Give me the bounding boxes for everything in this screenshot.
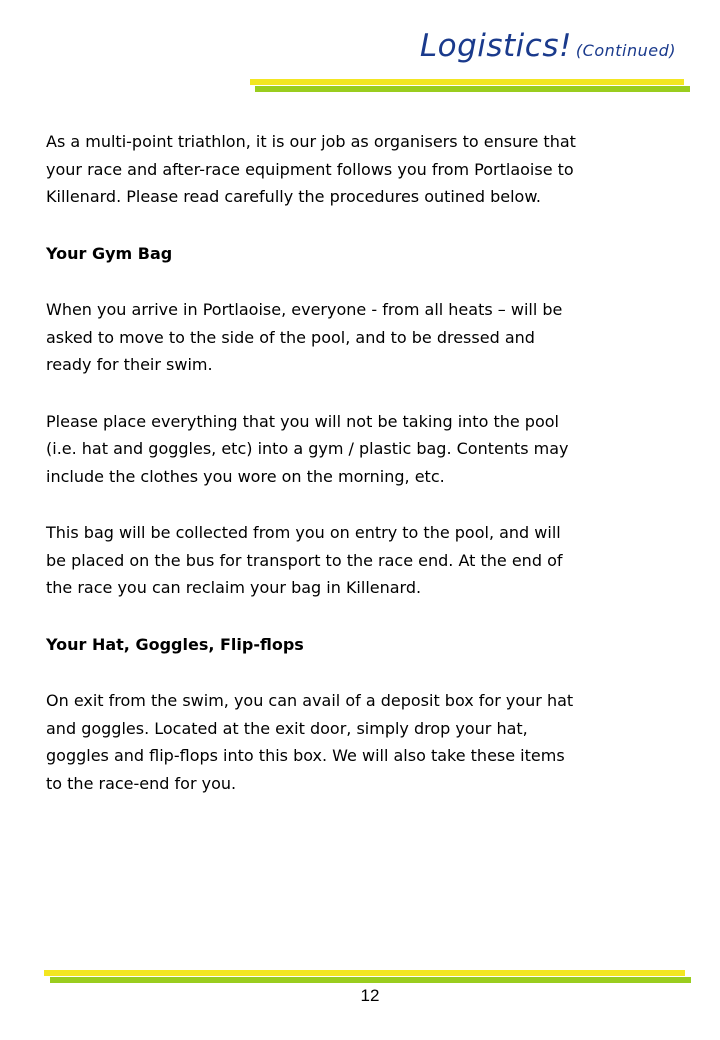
header-rule-green — [255, 86, 690, 92]
gym-bag-paragraph-1: When you arrive in Portlaoise, everyone - from all heats – will be asked to move to the side of the pool, and to be dressed and ready for their swim. — [46, 300, 563, 374]
header-rule-yellow — [250, 79, 684, 85]
footer-rule-yellow — [44, 970, 685, 976]
gym-bag-paragraph-2: Please place everything that you will not be taking into the pool (i.e. hat and goggles, etc) into a gym / plastic bag. Contents may include the clothes you wore on the morning, etc. — [46, 411, 569, 486]
page-title — [420, 28, 676, 64]
hat-goggles-paragraph-1: On exit from the swim, you can avail of a deposit box for your hat and goggles. Located at the exit door, simply drop your hat, goggles and flip-flops into this box. We will also take these items to the race-end for you. — [46, 691, 574, 793]
intro-paragraph: As a multi-point triathlon, it is our job as organisers to ensure that your race and after-race equipment follows you from Portlaoise to Killenard. Please read carefully the procedures outined below. — [46, 132, 576, 206]
gym-bag-paragraph-3: This bag will be collected from you on entry to the pool, and will be placed on the bus for transport to the race end. At the end of the race you can reclaim your bag in Killenard. — [46, 523, 563, 597]
section-heading-hat-goggles: Your Hat, Goggles, Flip-flops — [46, 634, 304, 654]
footer-rule-green — [50, 977, 691, 983]
body-content — [46, 128, 576, 826]
page-number: 12 — [360, 986, 380, 1005]
title-main: Logistics! — [419, 28, 572, 64]
section-heading-gym-bag: Your Gym Bag — [46, 243, 173, 263]
title-subtitle: (Continued) — [575, 41, 676, 60]
